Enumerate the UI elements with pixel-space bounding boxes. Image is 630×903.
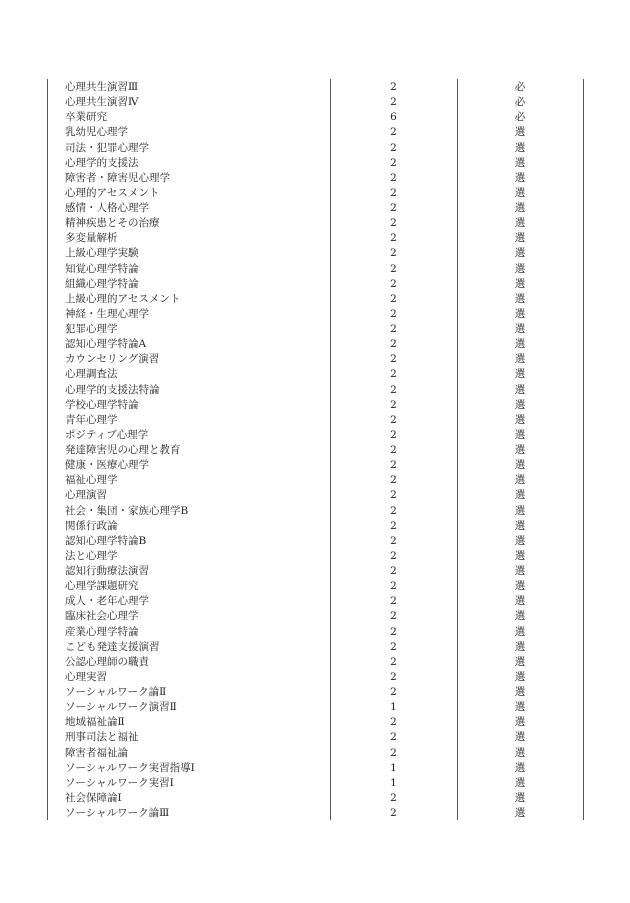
course-type: 選 <box>514 776 526 789</box>
table-row <box>48 670 583 685</box>
table-row <box>48 307 583 322</box>
table-row <box>48 110 583 125</box>
course-credits: 2 <box>390 413 397 426</box>
table-row <box>48 171 583 186</box>
course-type: 選 <box>514 474 526 487</box>
course-type: 選 <box>514 383 526 396</box>
course-credits: 2 <box>390 96 397 109</box>
course-type: 選 <box>514 534 526 547</box>
table-row <box>48 534 583 549</box>
course-name: ポジティブ心理学 <box>65 428 149 441</box>
table-row <box>48 488 583 503</box>
course-name: 上級心理学実験 <box>65 247 139 260</box>
course-name: カウンセリング演習 <box>65 353 160 366</box>
table-row <box>48 413 583 428</box>
course-name: 法と心理学 <box>65 549 118 562</box>
course-name: 心理実習 <box>65 670 107 683</box>
table-row <box>48 625 583 640</box>
course-name: 認知心理学特論B <box>65 534 147 547</box>
table-row <box>48 383 583 398</box>
table-row <box>48 428 583 443</box>
course-name: 公認心理師の職責 <box>65 655 149 668</box>
course-credits: 2 <box>390 640 397 653</box>
course-name: 上級心理的アセスメント <box>65 292 181 305</box>
course-name: 成人・老年心理学 <box>65 595 149 608</box>
table-row <box>48 761 583 776</box>
course-name: 障害者・障害児心理学 <box>65 171 170 184</box>
course-name: 学校心理学特論 <box>65 398 139 411</box>
course-name: こども発達支援演習 <box>65 640 160 653</box>
course-name: 心理学的支援法 <box>65 156 139 169</box>
course-type: 選 <box>514 428 526 441</box>
course-credits: 2 <box>390 670 397 683</box>
course-type: 選 <box>514 338 526 351</box>
course-type: 選 <box>514 580 526 593</box>
table-row <box>48 609 583 624</box>
course-name: 精神疾患とその治療 <box>65 217 160 230</box>
course-type: 選 <box>514 807 526 819</box>
course-name: 心理共生演習Ⅳ <box>65 96 139 109</box>
course-type: 選 <box>514 565 526 577</box>
table-row <box>48 80 583 95</box>
course-name: 地域福祉論Ⅱ <box>65 716 125 729</box>
table-row <box>48 262 583 277</box>
table-row <box>48 519 583 534</box>
course-name: 心理演習 <box>65 489 107 502</box>
course-credits: 2 <box>390 746 397 759</box>
course-type: 選 <box>514 277 526 290</box>
table-row <box>48 806 583 821</box>
course-type: 選 <box>514 716 526 729</box>
course-credits: 2 <box>390 519 397 532</box>
course-type: 選 <box>514 549 526 562</box>
table-row <box>48 95 583 110</box>
course-type: 選 <box>514 686 526 698</box>
table-row <box>48 594 583 609</box>
table-row <box>48 156 583 171</box>
course-name: 臨床社会心理学 <box>65 610 139 623</box>
course-name: 心理共生演習Ⅲ <box>65 81 139 93</box>
course-credits: 2 <box>390 186 397 199</box>
course-type: 選 <box>514 731 526 744</box>
table-row <box>48 277 583 292</box>
table-row <box>48 564 583 579</box>
course-name: 犯罪心理学 <box>65 323 118 335</box>
table-row <box>48 685 583 700</box>
course-name: 知覚心理学特論 <box>65 262 139 275</box>
course-name: 障害者福祉論 <box>65 746 128 759</box>
course-credits: 2 <box>390 428 397 441</box>
course-name: 心理的アセスメント <box>65 186 160 199</box>
course-type: 選 <box>514 791 526 804</box>
course-credits: 2 <box>390 156 397 169</box>
course-credits: 1 <box>390 776 397 789</box>
course-name: 認知行動療法演習 <box>65 565 149 577</box>
course-name: 認知心理学特論A <box>65 338 147 351</box>
course-type: 選 <box>514 353 526 366</box>
course-credits: 2 <box>390 610 397 623</box>
course-credits: 2 <box>390 292 397 305</box>
course-type: 選 <box>514 202 526 214</box>
table-row <box>48 504 583 519</box>
course-name: ソーシャルワーク論Ⅲ <box>65 807 170 819</box>
course-type: 選 <box>514 519 526 532</box>
course-type: 選 <box>514 126 526 139</box>
course-credits: 2 <box>390 791 397 804</box>
course-type: 選 <box>514 761 526 774</box>
course-credits: 2 <box>390 262 397 275</box>
course-type: 選 <box>514 368 526 381</box>
course-credits: 2 <box>390 202 397 214</box>
course-name: ソーシャルワーク実習Ⅰ <box>65 776 174 789</box>
course-name: 福祉心理学 <box>65 474 118 487</box>
course-type: 必 <box>514 96 526 109</box>
course-type: 選 <box>514 595 526 608</box>
table-row <box>48 231 583 246</box>
course-name: 心理学的支援法特論 <box>65 383 160 396</box>
table-row <box>48 730 583 745</box>
table-row <box>48 640 583 655</box>
course-credits: 2 <box>390 217 397 230</box>
table-border-right <box>583 79 584 820</box>
table-row <box>48 292 583 307</box>
table-row <box>48 352 583 367</box>
course-type: 選 <box>514 292 526 305</box>
course-type: 選 <box>514 444 526 456</box>
course-credits: 2 <box>390 81 397 93</box>
course-name: 産業心理学特論 <box>65 625 139 638</box>
course-type: 選 <box>514 459 526 472</box>
course-type: 選 <box>514 232 526 245</box>
course-credits: 1 <box>390 701 397 714</box>
course-type: 選 <box>514 141 526 154</box>
course-type: 選 <box>514 504 526 517</box>
course-type: 選 <box>514 746 526 759</box>
table-row <box>48 141 583 156</box>
course-type: 選 <box>514 171 526 184</box>
course-name: ソーシャルワーク論Ⅱ <box>65 686 167 698</box>
course-name: 心理調査法 <box>65 368 118 381</box>
course-name: 多変量解析 <box>65 232 118 245</box>
course-credits: 2 <box>390 534 397 547</box>
course-name: 組織心理学特論 <box>65 277 139 290</box>
course-credits: 2 <box>390 807 397 819</box>
table-row <box>48 700 583 715</box>
course-name: ソーシャルワーク実習指導Ⅰ <box>65 761 195 774</box>
course-type: 選 <box>514 262 526 275</box>
course-credits: 2 <box>390 595 397 608</box>
course-name: 発達障害児の心理と教育 <box>65 444 181 456</box>
course-credits: 2 <box>390 459 397 472</box>
course-name: 刑事司法と福祉 <box>65 731 139 744</box>
course-credits: 2 <box>390 126 397 139</box>
course-credits: 2 <box>390 625 397 638</box>
course-credits: 6 <box>390 111 397 124</box>
course-type: 必 <box>514 81 526 93</box>
course-credits: 2 <box>390 323 397 335</box>
course-name: 心理学課題研究 <box>65 580 139 593</box>
table-row <box>48 443 583 458</box>
table-row <box>48 322 583 337</box>
table-row <box>48 337 583 352</box>
course-credits: 2 <box>390 307 397 320</box>
table-row <box>48 201 583 216</box>
course-credits: 2 <box>390 353 397 366</box>
course-credits: 2 <box>390 247 397 260</box>
course-name: 感情・人格心理学 <box>65 202 149 214</box>
course-credits: 2 <box>390 504 397 517</box>
course-credits: 2 <box>390 474 397 487</box>
course-credits: 1 <box>390 761 397 774</box>
course-credits: 2 <box>390 277 397 290</box>
table-row <box>48 398 583 413</box>
course-type: 選 <box>514 186 526 199</box>
course-credits: 2 <box>390 444 397 456</box>
course-credits: 2 <box>390 731 397 744</box>
table-row <box>48 776 583 791</box>
course-type: 選 <box>514 655 526 668</box>
course-credits: 2 <box>390 141 397 154</box>
course-type: 選 <box>514 413 526 426</box>
course-type: 選 <box>514 247 526 260</box>
table-row <box>48 473 583 488</box>
course-credits: 2 <box>390 338 397 351</box>
course-name: 神経・生理心理学 <box>65 307 149 320</box>
table-row <box>48 549 583 564</box>
course-type: 選 <box>514 670 526 683</box>
course-credits: 2 <box>390 716 397 729</box>
course-type: 選 <box>514 701 526 714</box>
course-credits: 2 <box>390 565 397 577</box>
course-type: 選 <box>514 307 526 320</box>
course-name: 関係行政論 <box>65 519 118 532</box>
table-row <box>48 458 583 473</box>
course-name: 社会保障論Ⅰ <box>65 791 122 804</box>
course-credits: 2 <box>390 686 397 698</box>
course-credits: 2 <box>390 580 397 593</box>
course-name: 司法・犯罪心理学 <box>65 141 149 154</box>
course-credits: 2 <box>390 171 397 184</box>
course-name: 卒業研究 <box>65 111 107 124</box>
table-row <box>48 246 583 261</box>
table-row <box>48 791 583 806</box>
course-name: 乳幼児心理学 <box>65 126 128 139</box>
course-credits: 2 <box>390 383 397 396</box>
course-type: 選 <box>514 156 526 169</box>
course-table <box>48 80 583 821</box>
table-row <box>48 746 583 761</box>
course-name: 健康・医療心理学 <box>65 459 149 472</box>
course-credits: 2 <box>390 368 397 381</box>
course-credits: 2 <box>390 549 397 562</box>
course-name: 青年心理学 <box>65 413 118 426</box>
table-row <box>48 579 583 594</box>
course-name: ソーシャルワーク演習Ⅱ <box>65 701 177 714</box>
course-type: 選 <box>514 640 526 653</box>
course-credits: 2 <box>390 398 397 411</box>
course-credits: 2 <box>390 489 397 502</box>
table-row <box>48 655 583 670</box>
course-type: 必 <box>514 111 526 124</box>
table-row <box>48 367 583 382</box>
course-type: 選 <box>514 217 526 230</box>
table-row <box>48 186 583 201</box>
course-type: 選 <box>514 489 526 502</box>
course-type: 選 <box>514 398 526 411</box>
course-type: 選 <box>514 625 526 638</box>
table-row <box>48 216 583 231</box>
course-credits: 2 <box>390 655 397 668</box>
course-type: 選 <box>514 323 526 335</box>
course-credits: 2 <box>390 232 397 245</box>
course-type: 選 <box>514 610 526 623</box>
course-name: 社会・集団・家族心理学B <box>65 504 189 517</box>
table-row <box>48 715 583 730</box>
table-row <box>48 125 583 140</box>
